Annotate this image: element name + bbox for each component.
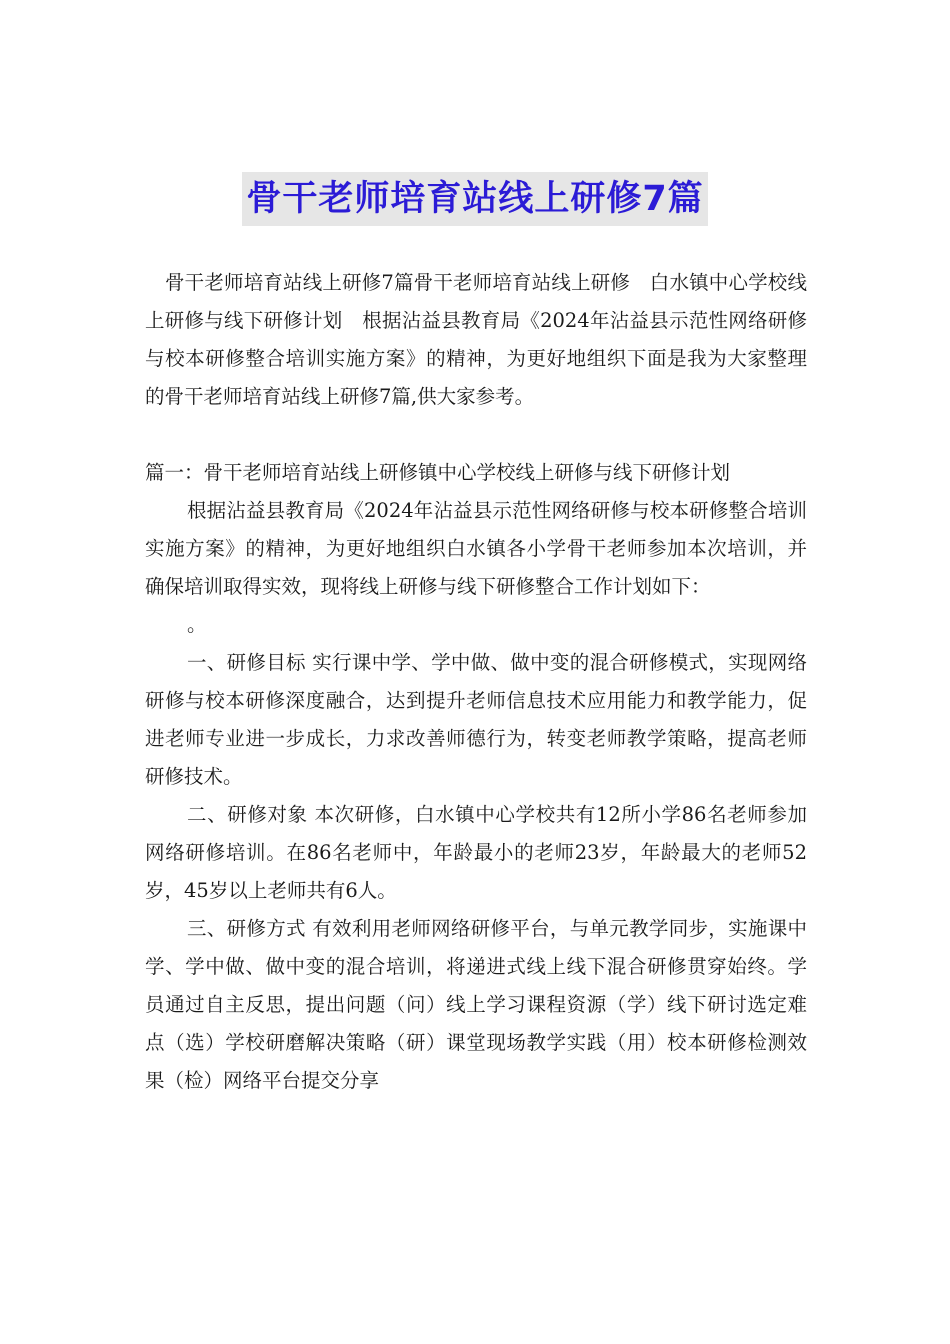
body-paragraph-goals: 一、研修目标 实行课中学、学中做、做中变的混合研修模式，实现网络研修与校本研修深度融合，达到提升老师信息技术应用能力和教学能力，促进老师专业进一步成长，力求改善师德行为，转变老师教学策略，提高老师研修技术。: [145, 651, 807, 788]
body-paragraph-participants: 二、研修对象 本次研修，白水镇中心学校共有12所小学86名老师参加网络研修培训。在86名老师中，年龄最小的老师23岁，年龄最大的老师52岁，45岁以上老师共有6人。: [145, 803, 807, 902]
document-body: [145, 264, 807, 1100]
paragraph-spacer: [145, 416, 807, 454]
intro-paragraph: 骨干老师培育站线上研修7篇骨干老师培育站线上研修 白水镇中心学校线上研修与线下研修计划 根据沾益县教育局《2024年沾益县示范性网络研修与校本研修整合培训实施方案》的精神，为更好地组织下面是我为大家整理的骨干老师培育站线上研修7篇,供大家参考。: [145, 271, 807, 408]
body-paragraph-methods: 三、研修方式 有效利用老师网络研修平台，与单元教学同步，实施课中学、学中做、做中变的混合培训，将递进式线上线下混合研修贯穿始终。学员通过自主反思，提出问题（问）线上学习课程资源（学）线下研讨选定难点（选）学校研磨解决策略（研）课堂现场教学实践（用）校本研修检测效果（检）网络平台提交分享: [145, 917, 807, 1092]
title-container: [0, 172, 950, 226]
body-paragraph-mark: 。: [187, 613, 207, 636]
body-paragraph-plan: 根据沾益县教育局《2024年沾益县示范性网络研修与校本研修整合培训实施方案》的精神，为更好地组织白水镇各小学骨干老师参加本次培训，并确保培训取得实效，现将线上研修与线下研修整合工作计划如下：: [145, 499, 807, 598]
section-heading: 篇一：骨干老师培育站线上研修镇中心学校线上研修与线下研修计划: [145, 461, 731, 484]
document-title: 骨干老师培育站线上研修7篇: [242, 172, 707, 226]
